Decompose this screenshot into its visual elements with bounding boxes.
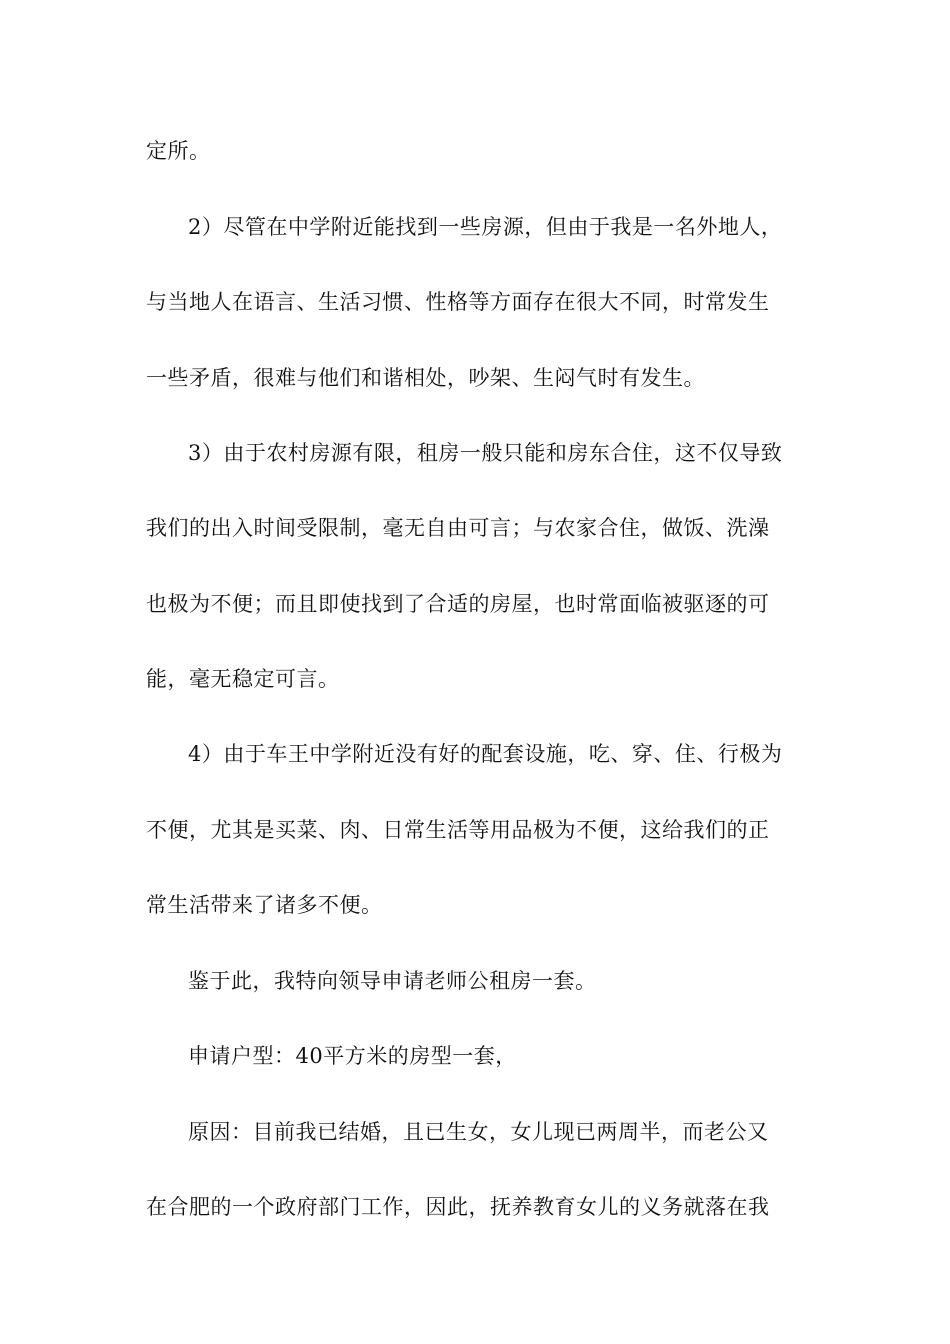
text-line: 鉴于此，我特向领导申请老师公租房一套。 (188, 969, 597, 993)
text-line: 我们的出入时间受限制，毫无自由可言；与农家合住，做饭、洗澡 (146, 516, 770, 540)
text-line: 能，毫无稳定可言。 (146, 667, 340, 691)
text-line: 在合肥的一个政府部门工作，因此，抚养教育女儿的义务就落在我 (146, 1195, 770, 1219)
text-line: 不便，尤其是买菜、肉、日常生活等用品极为不便，这给我们的正 (146, 818, 770, 842)
text-line: 常生活带来了诸多不便。 (146, 893, 383, 917)
text-line: 定所。 (146, 139, 211, 163)
text-line: 也极为不便；而且即使找到了合适的房屋，也时常面临被驱逐的可 (146, 592, 770, 616)
text-line: 原因：目前我已结婚，且已生女，女儿现已两周半，而老公又 (188, 1120, 769, 1144)
text-line: 申请户型：40平方米的房型一套， (188, 1044, 517, 1068)
text-line: 2）尽管在中学附近能找到一些房源，但由于我是一名外地人， (188, 215, 783, 239)
text-line: 与当地人在语言、生活习惯、性格等方面存在很大不同，时常发生 (146, 290, 770, 314)
text-line: 一些矛盾，很难与他们和谐相处，吵架、生闷气时有发生。 (146, 366, 705, 390)
text-line: 4）由于车王中学附近没有好的配套设施，吃、穿、住、行极为 (188, 742, 783, 766)
text-line: 3）由于农村房源有限，租房一般只能和房东合住，这不仅导致 (188, 441, 783, 465)
